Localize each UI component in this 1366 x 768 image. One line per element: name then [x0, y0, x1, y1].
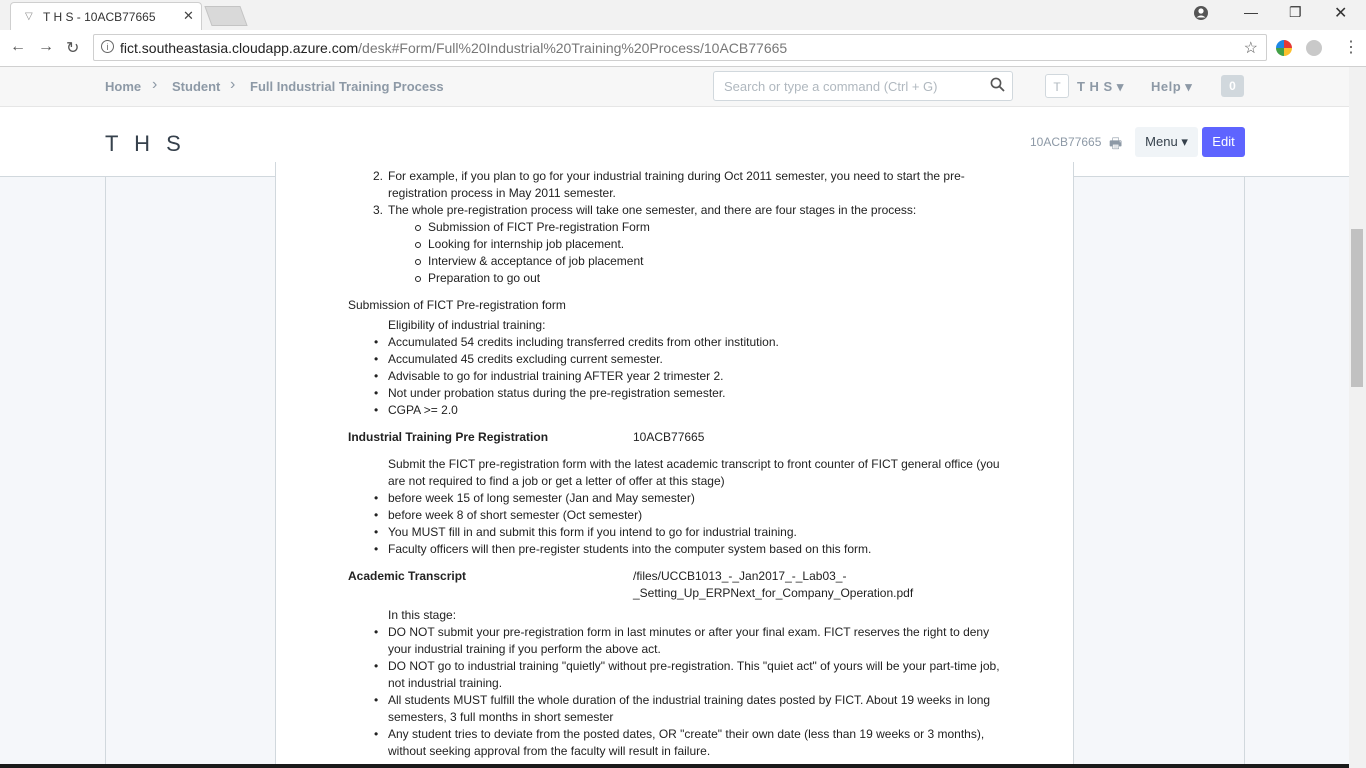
forward-icon[interactable]: → [38, 38, 54, 55]
chevron-right-icon: › [152, 76, 158, 93]
stage-item: Submission of FICT Pre-registration Form [428, 220, 650, 234]
stage-item: Looking for internship job placement. [428, 237, 625, 251]
field-value-pre-registration: 10ACB77665 [633, 430, 705, 444]
info-icon[interactable]: i [101, 40, 114, 53]
list-item: • Accumulated 45 credits excluding current semester. [388, 351, 663, 368]
section-heading: Submission of FICT Pre-registration form [348, 298, 566, 312]
search-icon[interactable] [990, 77, 1005, 96]
list-item: • before week 8 of short semester (Oct semester) [388, 507, 642, 524]
field-value-transcript-continued[interactable]: _Setting_Up_ERPNext_for_Company_Operation.pdf [633, 586, 914, 600]
search-input[interactable] [713, 71, 1013, 101]
tab-title: T H S - 10ACB77665 [43, 10, 156, 24]
menu-button[interactable]: Menu ▾ [1135, 127, 1198, 157]
scrollbar-thumb[interactable] [1351, 229, 1363, 387]
field-label-transcript: Academic Transcript [348, 569, 467, 583]
field-label-pre-registration: Industrial Training Pre Registration [348, 430, 549, 444]
caret-down-icon: ▾ [1185, 79, 1193, 94]
bottom-edge [0, 764, 1349, 768]
search-placeholder: Search or type a command (Ctrl + G) [724, 79, 938, 94]
paragraph: Submit the FICT pre-registration form with the latest academic transcript to front counter of FICT general office (you [388, 457, 1000, 471]
list-item: • Not under probation status during the pre-registration semester. [388, 385, 726, 402]
page-favicon-icon: ▽ [25, 11, 33, 22]
list-item: • DO NOT go to industrial training "quietly" without pre-registration. This "quiet act" of yours will be your part-time job, [388, 658, 1000, 675]
list-item: • You MUST fill in and submit this form if you intend to go for industrial training. [388, 524, 797, 541]
page-scrollbar[interactable] [1349, 67, 1366, 768]
breadcrumb-home[interactable]: Home [105, 79, 142, 94]
print-icon[interactable]: 🖶 [1109, 135, 1123, 151]
list-number: 3. [373, 203, 384, 217]
list-item-continued: not industrial training. [388, 676, 503, 690]
browser-tabstrip [0, 0, 1366, 30]
edit-button[interactable]: Edit [1202, 127, 1245, 157]
help-menu[interactable]: Help ▾ [1151, 79, 1193, 94]
document-name: 10ACB77665 [1030, 135, 1102, 149]
list-item: • Faculty officers will then pre-register students into the computer system based on this form. [388, 541, 871, 558]
list-item-continued: registration process in May 2011 semester. [388, 186, 616, 200]
browser-toolbar [0, 30, 1366, 67]
paragraph-continued: are not required to find a job or get a letter of offer at this stage) [388, 474, 725, 488]
chevron-right-icon: › [230, 76, 236, 93]
list-item: • All students MUST fulfill the whole duration of the industrial training dates posted by FICT. About 19 weeks in long [388, 692, 990, 709]
stage-label: In this stage: [388, 608, 457, 622]
url-text: fict.southeastasia.cloudapp.azure.com/desk#Form/Full%20Industrial%20Training%20Process/10ACB77665 [120, 40, 788, 56]
caret-down-icon: ▾ [1116, 79, 1124, 94]
profile-icon[interactable] [1193, 5, 1209, 24]
list-item: • Any student tries to deviate from the posted dates, OR "create" their own date (less than 19 weeks or 3 months), [388, 726, 984, 743]
list-number: 2. [373, 169, 384, 183]
field-value-transcript[interactable]: /files/UCCB1013_-_Jan2017_-_Lab03_- [633, 569, 847, 583]
print-preview-page [275, 162, 1074, 768]
reload-icon[interactable]: ↻ [66, 40, 80, 57]
caret-down-icon: ▾ [1181, 134, 1188, 149]
page-title: T H S [105, 131, 186, 156]
eligibility-label: Eligibility of industrial training: [388, 318, 546, 332]
notification-badge[interactable]: 0 [1221, 75, 1244, 97]
address-bar[interactable] [93, 34, 1267, 61]
list-item: The whole pre-registration process will take one semester, and there are four stages in the process: [388, 203, 917, 217]
list-item: • before week 15 of long semester (Jan and May semester) [388, 490, 695, 507]
breadcrumb-student[interactable]: Student [172, 79, 221, 94]
list-item-continued: without seeking approval from the faculty will result in failure. [388, 744, 711, 758]
list-item-continued: semesters, 3 full months in short semester [388, 710, 614, 724]
bookmark-star-icon[interactable]: ☆ [1243, 40, 1258, 57]
stage-item: Interview & acceptance of job placement [428, 254, 644, 268]
extension-gear-icon[interactable] [1306, 40, 1322, 56]
close-window-icon[interactable]: ✕ [1334, 5, 1348, 22]
list-item: • CGPA >= 2.0 [388, 402, 458, 419]
list-item: • DO NOT submit your pre-registration form in last minutes or after your final exam. FICT reserves the right to deny [388, 624, 989, 641]
extension-color-icon[interactable] [1276, 40, 1292, 56]
back-icon[interactable]: ← [10, 38, 26, 55]
breadcrumb-doctype[interactable]: Full Industrial Training Process [250, 79, 444, 94]
restore-icon[interactable]: ❐ [1289, 4, 1302, 20]
list-item: For example, if you plan to go for your industrial training during Oct 2011 semester, you need to start the pre- [388, 169, 965, 183]
chrome-menu-icon[interactable]: ⋮ [1343, 39, 1359, 56]
minimize-icon[interactable]: — [1244, 4, 1258, 20]
browser-tab[interactable] [10, 2, 202, 30]
list-item-continued: your industrial training if you perform the above act. [388, 642, 661, 656]
new-tab-button[interactable] [204, 6, 247, 26]
list-item: • Accumulated 54 credits including transferred credits from other institution. [388, 334, 779, 351]
app-navbar [0, 67, 1349, 107]
stage-item: Preparation to go out [428, 271, 541, 285]
user-menu[interactable]: T H S ▾ [1077, 79, 1124, 94]
avatar[interactable]: T [1045, 74, 1069, 98]
close-tab-icon[interactable]: ✕ [183, 8, 194, 23]
list-item: • Advisable to go for industrial training AFTER year 2 trimester 2. [388, 368, 723, 385]
